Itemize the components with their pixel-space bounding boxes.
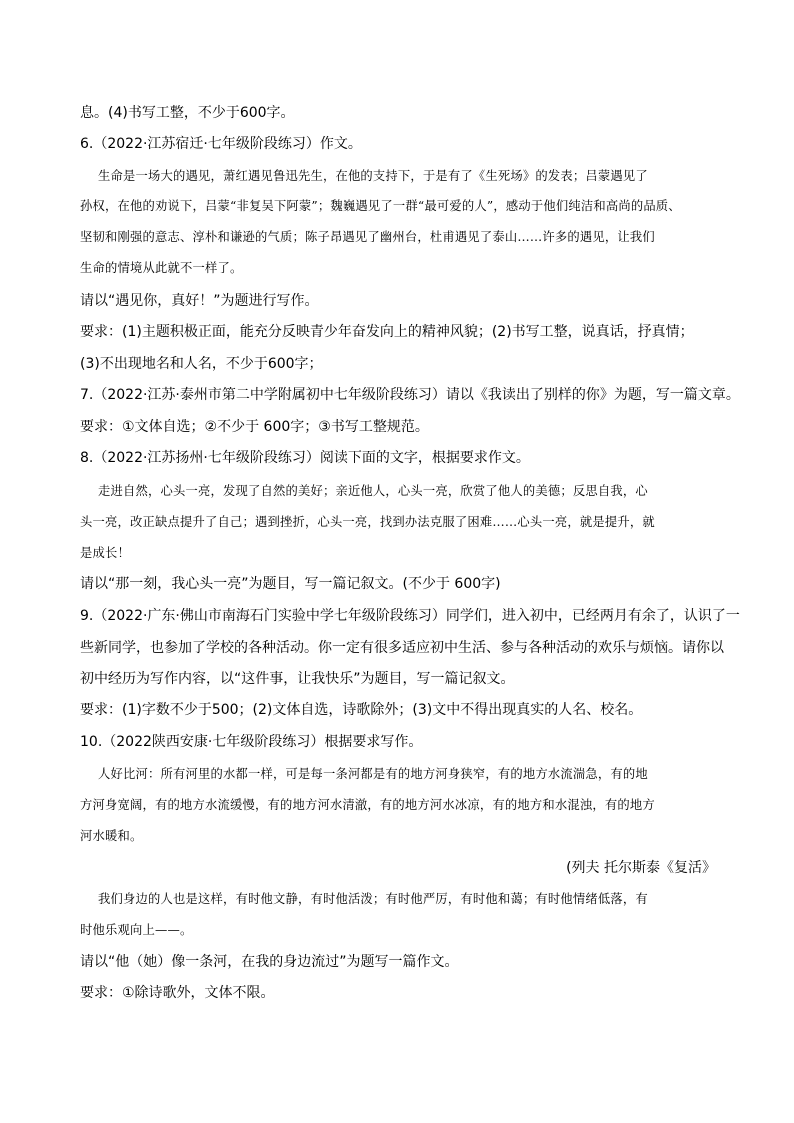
quote-line: 人好比河：所有河里的水都一样，可是每一条河都是有的地方河身狭窄，有的地方水流湍急，有的地 [98, 767, 648, 781]
question-7-heading: 7.（2022·江苏·泰州市第二中学附属初中七年级阶段练习）请以《我读出了别样的你》为题，写一篇文章。 [80, 387, 740, 403]
quote-line: 生命是一场大的遇见，萧红遇见鲁迅先生，在他的支持下，于是有了《生死场》的发表；吕蒙遇见了 [98, 169, 648, 183]
quote-line: 头一亮，改正缺点提升了自己；遇到挫折，心头一亮，找到办法克服了困难……心头一亮，就是提升，就 [80, 515, 655, 529]
text-line: 初中经历为写作内容，以“这件事，让我快乐”为题目，写一篇记叙文。 [80, 671, 515, 687]
question-6-heading: 6.（2022·江苏宿迁·七年级阶段练习）作文。 [80, 136, 362, 152]
text-line: 要求：(1)主题积极正面，能充分反映青少年奋发向上的精神风貌；(2)书写工整，说真话，抒真情； [80, 324, 694, 340]
quote-attribution: (列夫 托尔斯泰《复活》 [566, 860, 716, 876]
question-9-heading: 9.（2022·广东·佛山市南海石门实验中学七年级阶段练习）同学们，进入初中，已经两月有余了，认识了一 [80, 608, 740, 624]
quote-line: 河水暖和。 [80, 829, 143, 843]
text-line: 要求：①除诗歌外，文体不限。 [80, 985, 275, 1001]
quote-line: 时他乐观向上——。 [80, 923, 193, 937]
quote-line: 孙权，在他的劝说下，吕蒙“非复吴下阿蒙”；魏巍遇见了一群“最可爱的人”，感动于他们纯洁和高尚的品质、 [80, 199, 681, 213]
text-line: 请以“他（她）像一条河，在我的身边流过”为题写一篇作文。 [80, 954, 459, 970]
text-line: 些新同学，也参加了学校的各种活动。你一定有很多适应初中生活、参与各种活动的欢乐与烦恼。请你以 [80, 640, 724, 656]
text-line: (3)不出现地名和人名，不少于600字； [80, 356, 323, 372]
text-line: 要求：(1)字数不少于500；(2)文体自选，诗歌除外；(3)文中不得出现真实的人名、校名。 [80, 702, 643, 718]
quote-line: 方河身宽阔，有的地方水流缓慢，有的地方河水清澈，有的地方河水冰凉，有的地方和水混浊，有的地方 [80, 798, 655, 812]
quote-line: 走进自然，心头一亮，发现了自然的美好；亲近他人，心头一亮，欣赏了他人的美德；反思自我，心 [98, 484, 648, 498]
quote-line: 我们身边的人也是这样，有时他文静，有时他活泼；有时他严厉，有时他和蔼；有时他情绪低落，有 [98, 892, 648, 906]
text-line: 息。(4)书写工整，不少于600字。 [80, 105, 295, 121]
text-line: 要求：①文体自选；②不少于 600字；③书写工整规范。 [80, 419, 429, 435]
text-line: 请以“那一刻，我心头一亮”为题目，写一篇记叙文。(不少于 600字) [80, 576, 501, 592]
question-8-heading: 8.（2022·江苏扬州·七年级阶段练习）阅读下面的文字，根据要求作文。 [80, 450, 530, 466]
quote-line: 生命的情境从此就不一样了。 [80, 261, 243, 275]
text-line: 请以“遇见你，真好！”为题进行写作。 [80, 293, 319, 309]
quote-line: 是成长！ [80, 546, 130, 560]
quote-line: 坚韧和刚强的意志、淳朴和谦逊的气质；陈子昂遇见了幽州台，杜甫遇见了泰山……许多的遇见，让我们 [80, 230, 655, 244]
question-10-heading: 10.（2022陕西安康·七年级阶段练习）根据要求写作。 [80, 734, 423, 750]
